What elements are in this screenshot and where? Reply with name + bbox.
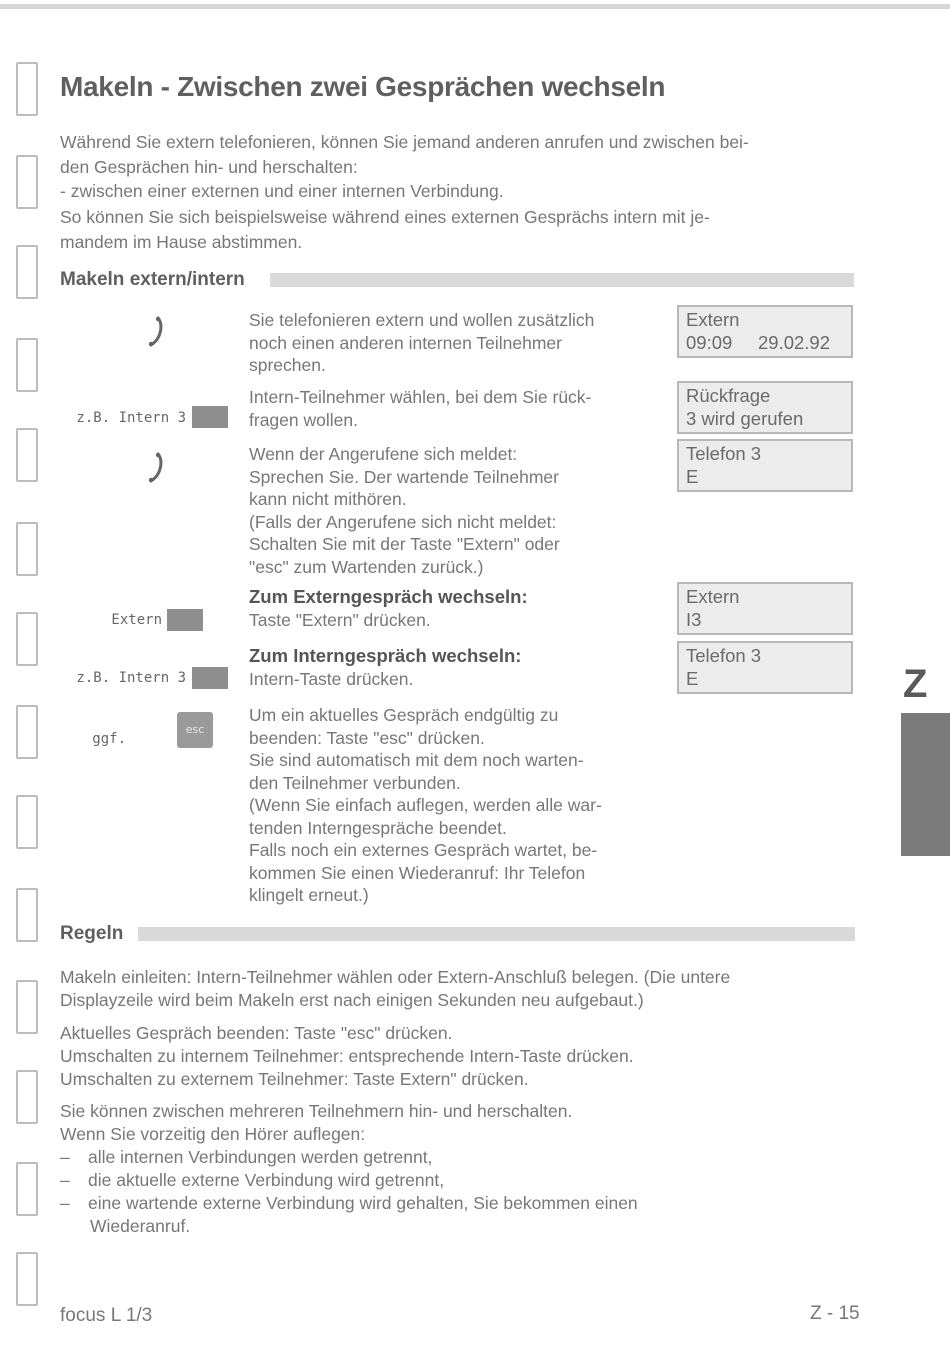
handset-icon: [146, 452, 166, 484]
step-line: den Teilnehmer verbunden.: [249, 772, 461, 793]
step-line: klingelt erneut.): [249, 885, 369, 905]
step-line: kommen Sie einen Wiederanruf: Ihr Telefon: [249, 862, 586, 883]
binder-hole: [16, 1070, 38, 1124]
intro-paragraph-2: [60, 205, 870, 254]
step-line: Intern-Taste drücken.: [249, 668, 414, 689]
chapter-tab: [901, 713, 950, 856]
step-line: Wenn der Angerufene sich meldet:: [249, 444, 518, 464]
key-label-intern: z.B. Intern 3: [76, 670, 186, 686]
key-label-intern: z.B. Intern 3: [76, 410, 186, 426]
rules-paragraph: [60, 1100, 870, 1238]
intro-dash-line: - zwischen einer externen und einer internen Verbindung.: [60, 181, 504, 201]
step-description: [249, 645, 669, 690]
section-title-makeln: Makeln extern/intern: [60, 269, 245, 290]
intern-key[interactable]: [192, 406, 228, 428]
binder-hole: [16, 1162, 38, 1216]
binder-hole: [16, 245, 38, 299]
step-line: sprechen.: [249, 355, 326, 375]
top-rule: [0, 4, 950, 9]
display-line: 3 wird gerufen: [686, 407, 804, 429]
phone-display: [677, 582, 853, 635]
step-line: Taste "Extern" drücken.: [249, 609, 431, 630]
list-item: – alle internen Verbindungen werden getrennt,: [60, 1147, 433, 1167]
step-line: (Wenn Sie einfach auflegen, werden alle war-: [249, 795, 602, 815]
intro-line: mandem im Hause abstimmen.: [60, 231, 303, 252]
phone-display: [677, 381, 853, 434]
step-line: (Falls der Angerufene sich nicht meldet:: [249, 511, 557, 532]
binder-hole: [16, 1252, 38, 1306]
rule-line: Aktuelles Gespräch beenden: Taste "esc" drücken.: [60, 1023, 453, 1043]
display-line: I3: [686, 608, 702, 630]
handset-icon: [146, 316, 166, 348]
rules-paragraph: [60, 966, 870, 1012]
display-line: Telefon 3: [686, 645, 762, 666]
step-line: noch einen anderen internen Teilnehmer: [249, 332, 562, 353]
display-line: E: [686, 667, 699, 689]
list-item-continuation: Wiederanruf.: [90, 1216, 191, 1236]
rule-line: Displayzeile wird beim Makeln erst nach einigen Sekunden neu aufgebaut.): [60, 990, 644, 1010]
rule-line: Makeln einleiten: Intern-Teilnehmer wählen oder Extern-Anschluß belegen. (Die untere: [60, 967, 731, 987]
step-line: Sie telefonieren extern und wollen zusätzlich: [249, 310, 595, 330]
chapter-tab-letter: Z: [903, 662, 928, 706]
step-line: kann nicht mithören.: [249, 489, 407, 509]
step-line: "esc" zum Wartenden zurück.): [249, 556, 484, 577]
phone-display: [677, 439, 853, 492]
page-number: Z - 15: [810, 1303, 860, 1324]
binder-hole: [16, 888, 38, 942]
list-item-text: die aktuelle externe Verbindung wird getrennt,: [88, 1170, 445, 1190]
step-line: tenden Interngespräche beendet.: [249, 817, 507, 838]
binder-hole: [16, 522, 38, 576]
step-description: [249, 586, 669, 631]
binder-hole: [16, 705, 38, 759]
binder-hole: [16, 612, 38, 666]
step-line: Intern-Teilnehmer wählen, bei dem Sie rück-: [249, 387, 592, 407]
esc-key[interactable]: esc: [177, 712, 213, 748]
step-line: beenden: Taste "esc" drücken.: [249, 727, 485, 748]
intro-line: So können Sie sich beispielsweise während eines externen Gesprächs intern mit je-: [60, 207, 710, 227]
key-label-ggf: ggf.: [92, 731, 126, 747]
phone-display: [677, 641, 853, 694]
step-description: [249, 386, 669, 431]
intro-line: den Gesprächen hin- und herschalten:: [60, 156, 358, 177]
section-title-regeln: Regeln: [60, 923, 124, 944]
binder-hole: [16, 428, 38, 482]
binder-hole: [16, 155, 38, 209]
step-line: Um ein aktuelles Gespräch endgültig zu: [249, 705, 559, 725]
footer-product: focus L 1/3: [60, 1305, 153, 1326]
extern-key[interactable]: [167, 609, 203, 631]
display-line: Extern: [686, 309, 740, 330]
display-line: E: [686, 465, 699, 487]
display-line: Extern: [686, 586, 740, 607]
step-line: Falls noch ein externes Gespräch wartet, be-: [249, 840, 598, 860]
display-line: Telefon 3: [686, 443, 762, 464]
list-item-text: eine wartende externe Verbindung wird gehalten, Sie bekommen einen: [88, 1193, 638, 1213]
step-description: [249, 704, 669, 907]
display-line: 09:09 29.02.92: [686, 331, 831, 353]
page-title: Makeln - Zwischen zwei Gesprächen wechseln: [60, 71, 666, 102]
rule-line: Wenn Sie vorzeitig den Hörer auflegen:: [60, 1124, 366, 1144]
step-heading: Zum Externgespräch wechseln:: [249, 586, 528, 607]
step-heading: Zum Interngespräch wechseln:: [249, 645, 522, 666]
step-description: [249, 309, 669, 377]
step-description: [249, 443, 669, 578]
key-label-extern: Extern: [111, 612, 162, 628]
step-line: Sie sind automatisch mit dem noch warten-: [249, 750, 584, 770]
rule-line: Umschalten zu externem Teilnehmer: Taste Extern" drücken.: [60, 1069, 529, 1089]
intern-key[interactable]: [192, 667, 228, 689]
phone-display: [677, 305, 853, 358]
binder-hole: [16, 795, 38, 849]
binder-hole: [16, 338, 38, 392]
intro-line: Während Sie extern telefonieren, können Sie jemand anderen anrufen und zwischen bei-: [60, 132, 749, 152]
binder-hole: [16, 62, 38, 116]
display-line: Rückfrage: [686, 385, 771, 406]
list-item-text: alle internen Verbindungen werden getrennt,: [88, 1147, 433, 1167]
step-line: Schalten Sie mit der Taste "Extern" oder: [249, 534, 560, 554]
list-item: – die aktuelle externe Verbindung wird getrennt,: [60, 1170, 445, 1190]
section-bar: [138, 927, 855, 941]
section-bar: [270, 273, 854, 287]
step-line: Sprechen Sie. Der wartende Teilnehmer: [249, 466, 559, 487]
rules-paragraph: [60, 1022, 870, 1091]
list-item: – eine wartende externe Verbindung wird gehalten, Sie bekommen einen: [60, 1193, 638, 1213]
rule-line: Umschalten zu internem Teilnehmer: entsprechende Intern-Taste drücken.: [60, 1046, 634, 1066]
rule-line: Sie können zwischen mehreren Teilnehmern hin- und herschalten.: [60, 1101, 573, 1121]
binder-hole: [16, 980, 38, 1034]
step-line: fragen wollen.: [249, 409, 358, 430]
intro-paragraph: [60, 130, 870, 204]
